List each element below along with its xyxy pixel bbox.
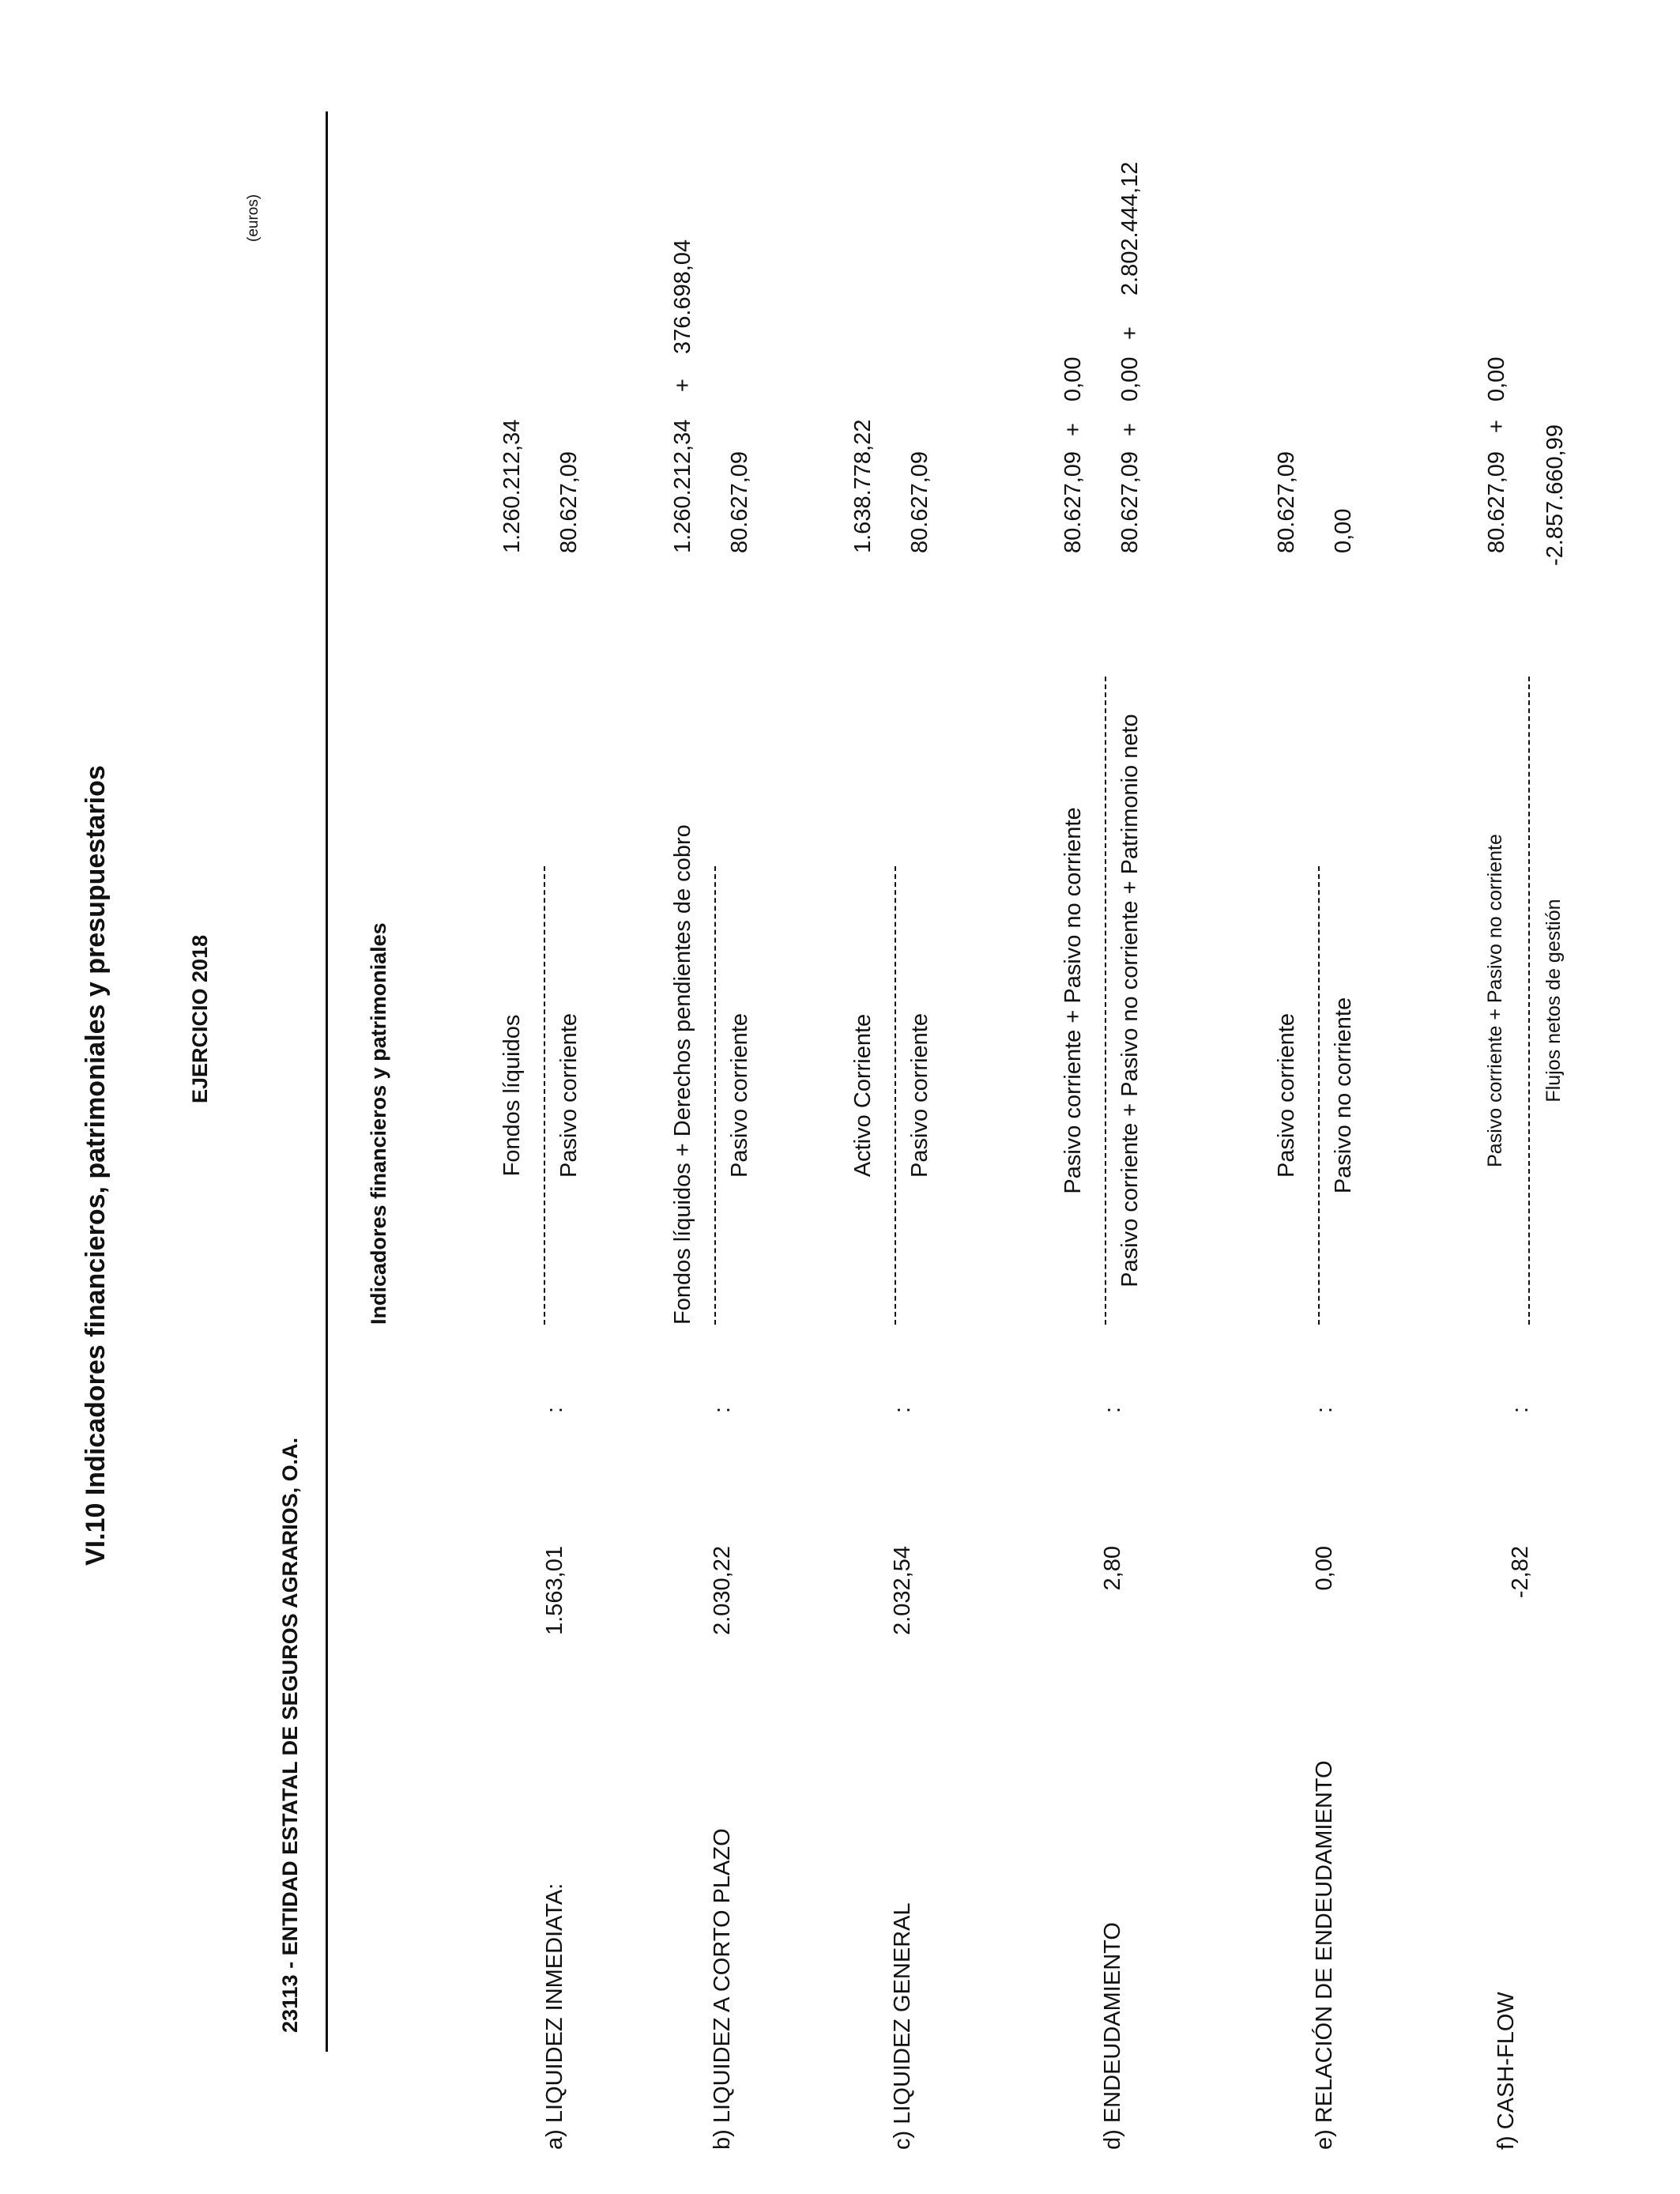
numerator-label: Fondos líquidos + Derechos pendientes de cobro	[670, 824, 695, 1325]
indicator-label: e) RELACIÓN DE ENDEUDAMIENTO	[1312, 1760, 1337, 2150]
indicator-value: 0,00	[1312, 1546, 1337, 1591]
indicator-value: -2,82	[1508, 1546, 1533, 1599]
denominator-label: Pasivo corriente	[907, 1013, 932, 1178]
numerator-amount: 0,00	[1484, 356, 1509, 401]
plus-operator: +	[670, 379, 695, 392]
numerator-amount: 80.627,09	[1060, 450, 1086, 553]
numerator-label: Pasivo corriente + Pasivo no corriente	[1484, 834, 1506, 1167]
fraction-line	[1105, 677, 1106, 1325]
denominator-amount: -2.857.660,99	[1543, 424, 1568, 566]
denominator-amount: 80.627,09	[556, 450, 582, 553]
denominator-amount: 0,00	[1331, 508, 1356, 553]
numerator-label: Pasivo corriente + Pasivo no corriente	[1060, 807, 1086, 1194]
indicator-value: 2,80	[1100, 1546, 1125, 1591]
report-title: VI.10 Indicadores financieros, patrimoniales y presupuestarios	[81, 765, 111, 1566]
indicator-label: d) ENDEUDAMIENTO	[1100, 1922, 1125, 2150]
indicator-value: 1.563,01	[542, 1546, 567, 1635]
numerator-amount: 376.698,04	[670, 239, 695, 354]
indicator-colon: :	[1100, 1406, 1125, 1413]
plus-operator: +	[1060, 423, 1086, 436]
indicator-value: 2.032,54	[890, 1546, 915, 1635]
numerator-amount: 1.260.212,34	[670, 419, 695, 553]
indicator-colon: :	[710, 1406, 735, 1413]
indicator-colon: :	[890, 1406, 915, 1413]
denominator-amount: 0,00	[1117, 356, 1143, 401]
indicator-label: a) LIQUIDEZ INMEDIATA:	[542, 1883, 567, 2150]
unit-label: (euros)	[245, 194, 262, 242]
indicator-colon: :	[542, 1406, 567, 1413]
plus-operator: +	[1117, 423, 1143, 436]
denominator-amount: 80.627,09	[1117, 450, 1143, 553]
denominator-amount: 80.627,09	[727, 450, 752, 553]
plus-operator: +	[1117, 326, 1143, 340]
denominator-label: Pasivo corriente	[556, 1013, 582, 1178]
indicator-colon: :	[1312, 1406, 1337, 1413]
exercise-year: EJERCICIO 2018	[188, 934, 212, 1103]
plus-operator: +	[1484, 420, 1509, 433]
indicator-colon: :	[1508, 1406, 1533, 1413]
numerator-amount: 1.260.212,34	[499, 419, 525, 553]
numerator-amount: 1.638.778,22	[850, 419, 876, 553]
numerator-label: Activo Corriente	[850, 1013, 876, 1178]
numerator-label: Pasivo corriente	[1274, 1013, 1299, 1178]
indicator-label: f) CASH-FLOW	[1494, 1992, 1519, 2150]
fraction-line	[1318, 866, 1320, 1325]
section-title: Indicadores financieros y patrimoniales	[367, 922, 390, 1325]
fraction-line	[714, 866, 716, 1325]
numerator-amount: 0,00	[1060, 356, 1086, 401]
numerator-label: Fondos líquidos	[499, 1014, 525, 1177]
denominator-label: Pasivo corriente	[727, 1013, 752, 1178]
fraction-line	[1528, 677, 1530, 1325]
numerator-amount: 80.627,09	[1274, 450, 1299, 553]
indicator-label: c) LIQUIDEZ GENERAL	[890, 1902, 915, 2150]
numerator-amount: 80.627,09	[1484, 450, 1509, 553]
indicator-value: 2.030,22	[710, 1546, 735, 1635]
denominator-label: Pasivo corriente + Pasivo no corriente + Patrimonio neto	[1117, 714, 1143, 1287]
header-rule	[326, 111, 328, 2052]
indicator-label: b) LIQUIDEZ A CORTO PLAZO	[710, 1828, 735, 2150]
entity-name: 23113 - ENTIDAD ESTATAL DE SEGUROS AGRARIOS, O.A.	[278, 1437, 302, 2033]
denominator-label: Flujos netos de gestión	[1543, 899, 1565, 1103]
denominator-label: Pasivo no corriente	[1331, 997, 1356, 1194]
denominator-amount: 80.627,09	[907, 450, 932, 553]
fraction-line	[544, 866, 545, 1325]
denominator-amount: 2.802.444,12	[1117, 161, 1143, 296]
fraction-line	[895, 866, 896, 1325]
